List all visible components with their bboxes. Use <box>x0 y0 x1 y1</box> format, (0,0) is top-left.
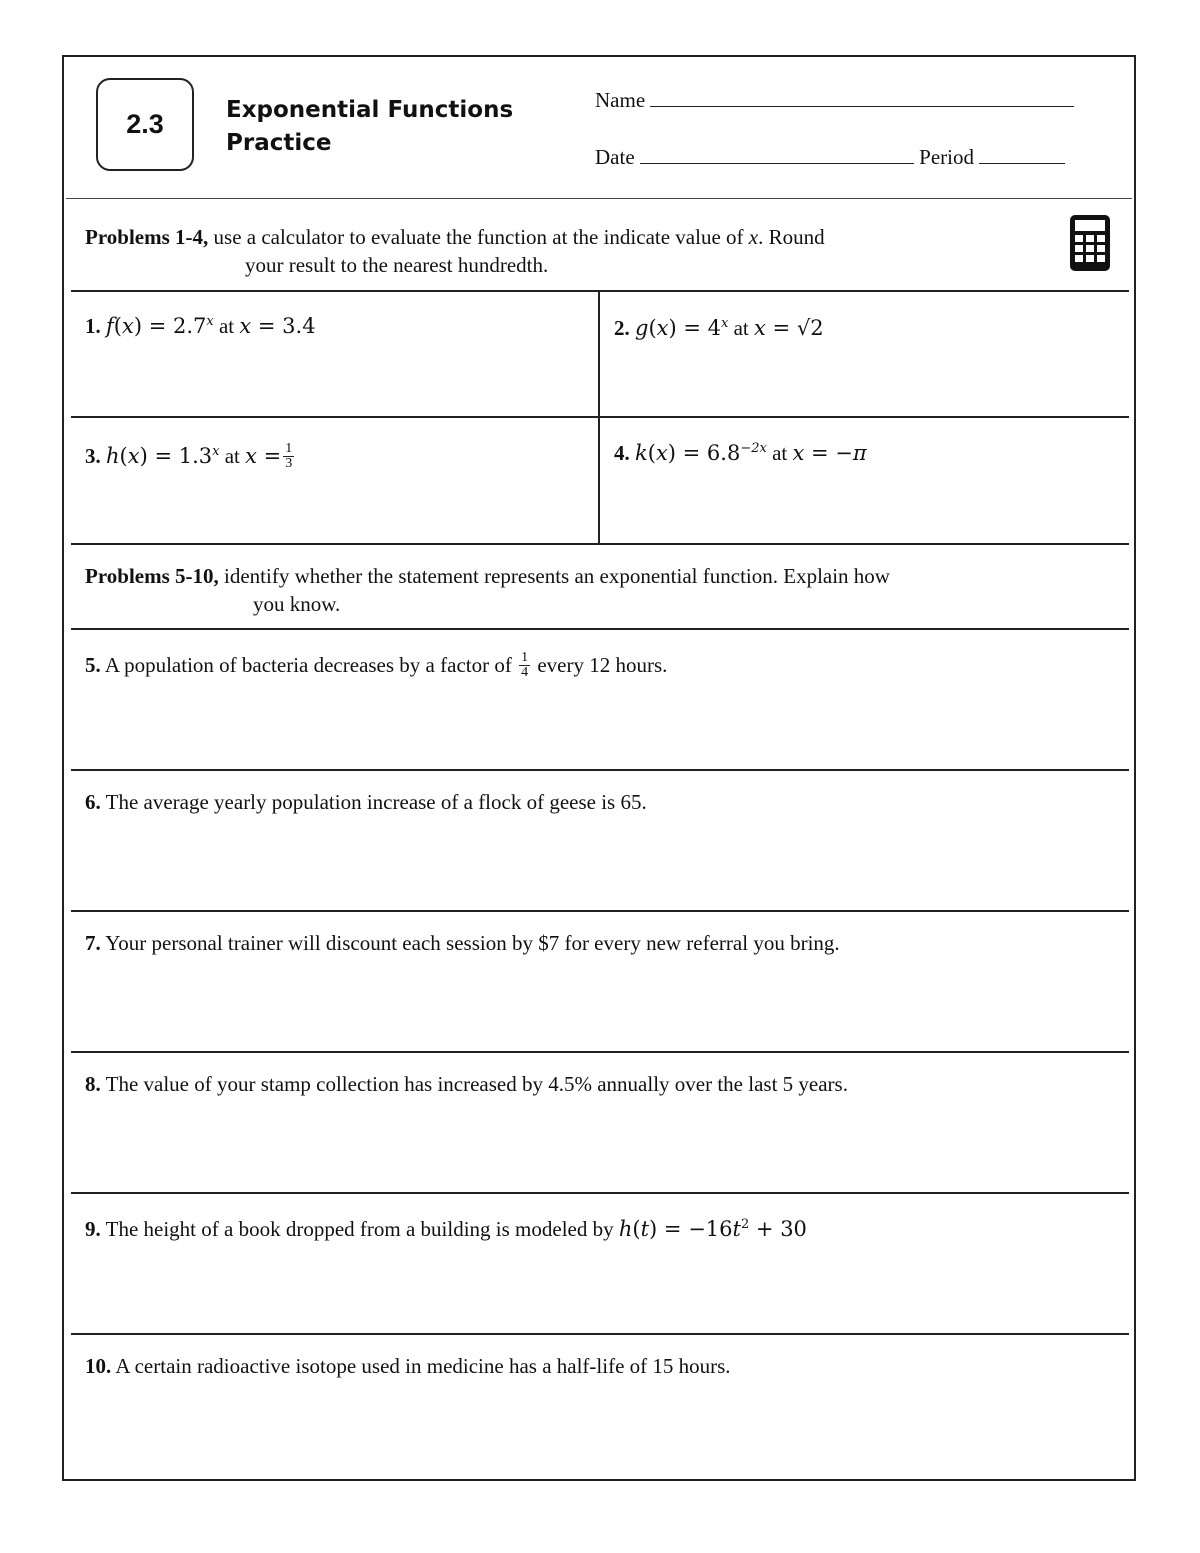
problem-number: 6. <box>85 790 101 814</box>
at-var: x <box>754 316 766 340</box>
problem-7 <box>85 929 840 957</box>
divider <box>71 769 1129 771</box>
problem-8 <box>85 1070 848 1098</box>
date-blank[interactable] <box>640 145 914 164</box>
problem-number: 2. <box>614 316 630 340</box>
instr1-var: x <box>748 225 759 249</box>
problem-text: Your personal trainer will discount each session by $7 for every new referral you bring. <box>105 931 840 955</box>
fn-base: 1.3 <box>178 444 213 468</box>
name-field[interactable] <box>595 88 1074 113</box>
fraction-numerator: 1 <box>521 649 529 665</box>
fn-name: h <box>106 444 120 468</box>
fn-var: x <box>127 444 140 468</box>
problem-1: 1. $f(x) = 2.7^x$ at x = 3.4 <box>85 314 316 338</box>
fraction-denominator: 4 <box>521 664 529 680</box>
at-word: at <box>224 444 240 468</box>
problem-number: 3. <box>85 444 101 468</box>
title-line-2: Practice <box>226 130 332 156</box>
fn-base: 2.7 <box>172 314 207 338</box>
problem-number: 1. <box>85 314 101 338</box>
problem-text: The average yearly population increase of a flock of geese is 65. <box>105 790 647 814</box>
eq-term-var: t <box>732 1217 741 1241</box>
problem-text: The height of a book dropped from a building is modeled by <box>105 1217 619 1241</box>
factor-fraction <box>519 651 530 680</box>
eq-rhs: + 30 <box>749 1217 807 1241</box>
at-word: at <box>772 441 788 465</box>
fn-name: f <box>106 314 114 338</box>
at-var: x <box>792 441 805 465</box>
fn-exponent: x <box>721 316 729 331</box>
at-word: at <box>733 316 749 340</box>
date-label: Date <box>595 145 635 169</box>
problem-number: 10. <box>85 1354 112 1378</box>
divider <box>71 290 1129 292</box>
at-word: at <box>218 314 235 338</box>
divider <box>71 1192 1129 1194</box>
instructions-part-1 <box>85 223 825 279</box>
fraction-denominator: 3 <box>285 455 293 471</box>
instr1-text-a: use a calculator to evaluate the function at the indicate value of <box>208 225 749 249</box>
eq-rhs: = −16 <box>657 1217 733 1241</box>
eq-var: t <box>640 1217 650 1241</box>
period-label: Period <box>919 145 974 169</box>
problem-number: 8. <box>85 1072 101 1096</box>
problem-number: 9. <box>85 1217 101 1241</box>
fn-exponent: x <box>212 444 220 459</box>
at-value: 3.4 <box>282 314 316 338</box>
at-var: x <box>239 314 252 338</box>
instr2-bold: Problems 5-10, <box>85 564 219 588</box>
period-blank[interactable] <box>979 145 1065 164</box>
fn-name: g <box>635 316 649 340</box>
problem-number: 5. <box>85 653 101 677</box>
fn-var: x <box>655 441 668 465</box>
title-line-1: Exponential Functions <box>226 97 514 123</box>
fn-var: x <box>656 316 669 340</box>
name-label: Name <box>595 88 646 112</box>
worksheet-title <box>226 94 513 160</box>
fn-name: k <box>635 441 648 465</box>
fn-exponent: x <box>206 314 214 329</box>
divider <box>71 543 1129 545</box>
calculator-icon <box>1069 214 1111 272</box>
divider <box>71 1333 1129 1335</box>
problem-text: The value of your stamp collection has increased by 4.5% annually over the last 5 years. <box>105 1072 848 1096</box>
column-divider <box>598 291 600 544</box>
fn-base: 6.8 <box>706 441 741 465</box>
problem-2: 2. $g(x) = 4^x$ at x = √2 <box>614 316 824 340</box>
fn-exponent: −2x <box>740 441 767 456</box>
header-divider <box>66 198 1132 199</box>
problem-6 <box>85 788 647 816</box>
divider <box>71 416 1129 418</box>
instr2-text: identify whether the statement represents an exponential function. Explain how <box>218 564 890 588</box>
fn-var: x <box>121 314 134 338</box>
section-badge <box>96 78 194 171</box>
problem-text: A population of bacteria decreases by a factor of <box>104 653 518 677</box>
instr2-line2: you know. <box>253 592 341 616</box>
problem-number: 4. <box>614 441 630 465</box>
divider <box>71 1051 1129 1053</box>
problem-4: 4. $k(x) = 6.8^{-2x}$ at x = −π <box>614 441 867 465</box>
problem-text: every 12 hours. <box>532 653 668 677</box>
instr1-line2: your result to the nearest hundredth. <box>245 253 549 277</box>
at-value: √2 <box>796 316 824 340</box>
section-number: 2.3 <box>126 109 164 139</box>
instr1-text-b: . Round <box>758 225 825 249</box>
date-period-row <box>595 145 1065 170</box>
name-blank[interactable] <box>650 88 1074 107</box>
at-value: −π <box>835 441 867 465</box>
problem-text: A certain radioactive isotope used in medicine has a half-life of 15 hours. <box>115 1354 731 1378</box>
problem-10 <box>85 1352 731 1380</box>
at-value-fraction <box>283 442 294 471</box>
divider <box>71 910 1129 912</box>
eq-fn: h <box>618 1217 633 1241</box>
fraction-numerator: 1 <box>285 440 293 456</box>
instructions-part-2 <box>85 562 890 618</box>
problem-9: 9. The height of a book dropped from a building is modeled by $h(t) = -16t^2 + 30$ <box>85 1217 807 1241</box>
fn-base: 4 <box>707 316 722 340</box>
at-var: x <box>245 444 257 468</box>
problem-3: 3. $h(x) = 1.3^x$ at x = $\frac{1}{3}$ <box>85 440 293 471</box>
problem-5 <box>85 651 667 682</box>
problem-number: 7. <box>85 931 101 955</box>
instr1-bold: Problems 1-4, <box>85 225 209 249</box>
divider <box>71 628 1129 630</box>
eq-exponent: 2 <box>740 1217 750 1232</box>
